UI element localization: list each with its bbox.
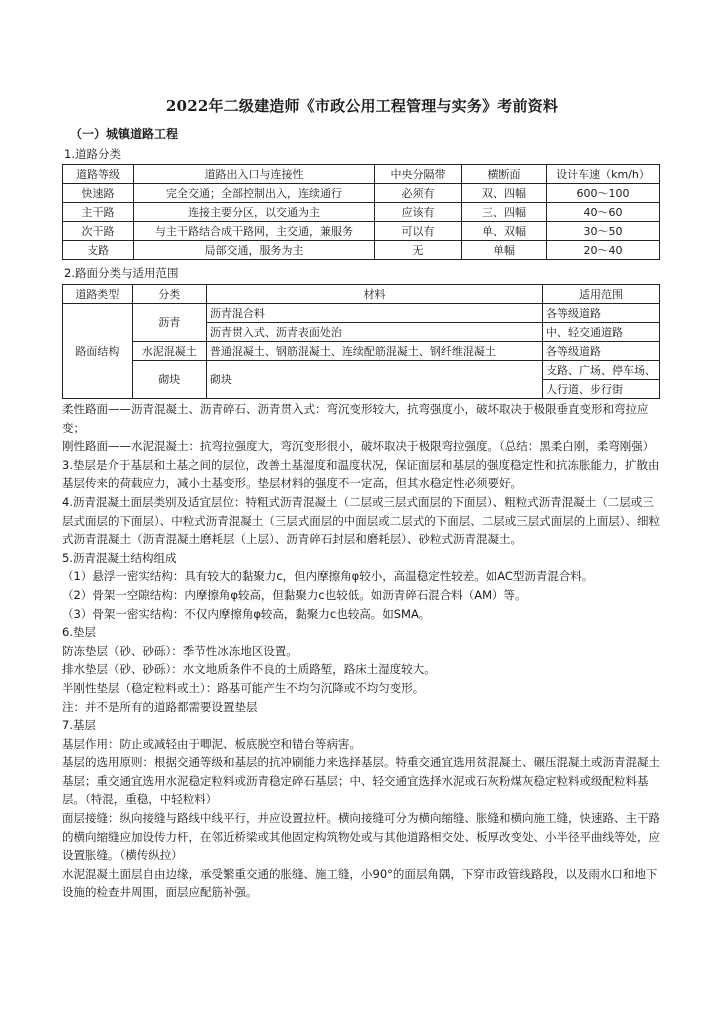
paragraph: 排水垫层（砂、砂砾）：水文地质条件不良的土质路堑，路床土湿度较大。 <box>62 662 436 677</box>
paragraph: 基层作用：防止或减轻由于唧泥、板底脱空和错台等病害。 <box>62 736 361 751</box>
document-title: 2022年二级建造师《市政公用工程管理与实务》考前资料 <box>165 97 559 115</box>
table-cell: 600～100 <box>547 184 660 203</box>
paragraph: 水泥混凝土面层自由边缘，承受繁重交通的胀缝、施工缝，小90°的面层角隅，下穿市政管线路段，以及雨水口和地下设施的检查井周围，面层应配筋补强。 <box>62 866 658 900</box>
paragraph: 面层接缝：纵向接缝与路线中线平行，并应设置拉杆。横向接缝可分为横向缩缝、胀缝和横向施工缝，快速路、主干路的横向缩缝应加设传力杆，在邻近桥梁或其他固定构筑物处或与其他道路相交处、板厚改变处、小半径平曲线等处，应设置胀缝。（横传纵拉） <box>62 811 660 863</box>
table-cell: 沥青 <box>132 304 206 342</box>
table-cell: 连接主要分区，以交通为主 <box>134 203 375 222</box>
table-row <box>63 222 660 241</box>
table-cell: 中、轻交通道路 <box>543 323 660 342</box>
table-cell: 必须有 <box>375 184 462 203</box>
table-cell: 次干路 <box>63 222 134 241</box>
table-cell: 水泥混凝土 <box>132 342 206 361</box>
table-row <box>63 304 660 323</box>
table-cell: 40～60 <box>547 203 660 222</box>
paragraph: 7.基层 <box>62 718 96 733</box>
table-cell: 完全交通；全部控制出入，连续通行 <box>134 184 375 203</box>
table-header-cell: 中央分隔带 <box>375 165 462 184</box>
table-row <box>63 184 660 203</box>
table-header-cell: 分类 <box>132 285 206 304</box>
section-heading: （一）城镇道路工程 <box>70 127 179 141</box>
table-cell: 普通混凝土、钢筋混凝土、连续配筋混凝土、钢纤维混凝土 <box>206 342 542 361</box>
table-cell: 双、四幅 <box>462 184 547 203</box>
table-cell: 砌块 <box>206 361 542 399</box>
pavement-classification-label: 2.路面分类与适用范围 <box>64 266 179 280</box>
table-cell: 单、双幅 <box>462 222 547 241</box>
table-header-cell: 设计车速（km/h） <box>547 165 660 184</box>
table-header-cell: 材料 <box>206 285 542 304</box>
table-header-cell: 道路等级 <box>63 165 134 184</box>
pavement-classification-table <box>62 284 660 399</box>
table-cell: 支路 <box>63 241 134 260</box>
body-text <box>62 400 662 902</box>
paragraph: 刚性路面——水泥混凝土：抗弯拉强度大，弯沉变形很小，破坏取决于极限弯拉强度。（总结：黑柔白刚，柔弯刚强） <box>62 439 655 454</box>
table-cell: 沥青混合料 <box>206 304 542 323</box>
road-classification-label: 1.道路分类 <box>64 147 121 161</box>
table-row <box>63 241 660 260</box>
paragraph: （2）骨架一空隙结构：内摩擦角φ较高，但黏聚力c也较低。如沥青碎石混合料（AM）等。 <box>62 587 527 602</box>
paragraph: 防冻垫层（砂、砂砾）：季节性冰冻地区设置。 <box>62 643 298 658</box>
paragraph: （3）骨架一密实结构：不仅内摩擦角φ较高，黏聚力c也较高。如SMA。 <box>62 606 431 621</box>
table-row <box>63 342 660 361</box>
table-cell: 与主干路结合成干路网，主交通，兼服务 <box>134 222 375 241</box>
table-cell: 支路、广场、停车场、 <box>543 361 660 380</box>
paragraph: 3.垫层是介于基层和土基之间的层位，改善土基湿度和温度状况，保证面层和基层的强度稳定性和抗冻胀能力，扩散由基层传来的荷载应力，减小土基变形。垫层材料的强度不一定高，但其水稳定性必须要好。 <box>62 457 660 491</box>
table-cell: 主干路 <box>63 203 134 222</box>
table-cell: 三、四幅 <box>462 203 547 222</box>
table-cell: 可以有 <box>375 222 462 241</box>
paragraph: 4.沥青混凝土面层类别及适宜层位：特粗式沥青混凝土（二层或三层式面层的下面层）、粗粒式沥青混凝土（二层或三层式面层的下面层）、中粒式沥青混凝土（三层式面层的中面层或二层式的下面层、二层或三层式面层的上面层）、细粒式沥青混凝土（沥青混凝土磨耗层（上层）、沥青碎石封层和磨耗层）、砂粒式沥青混凝土。 <box>62 494 660 547</box>
table-header-row <box>63 165 660 184</box>
table-cell: 快速路 <box>63 184 134 203</box>
table-cell: 路面结构 <box>63 304 133 399</box>
table-cell: 各等级道路 <box>543 304 660 323</box>
table-cell: 人行道、步行街 <box>543 380 660 399</box>
paragraph: 半刚性垫层（稳定粒料或土）：路基可能产生不均匀沉降或不均匀变形。 <box>62 680 425 695</box>
paragraph: 5.沥青混凝土结构组成 <box>62 550 177 565</box>
table-cell: 30～50 <box>547 222 660 241</box>
table-cell: 各等级道路 <box>543 342 660 361</box>
paragraph: 柔性路面——沥青混凝土、沥青碎石、沥青贯入式：弯沉变形较大，抗弯强度小，破坏取决于极限垂直变形和弯拉应变； <box>62 402 649 435</box>
table-row <box>63 203 660 222</box>
table-row <box>63 361 660 380</box>
paragraph: （1）悬浮一密实结构：具有较大的黏聚力c，但内摩擦角φ较小，高温稳定性较差。如AC型沥青混合料。 <box>62 569 594 584</box>
table-cell: 局部交通，服务为主 <box>134 241 375 260</box>
table-header-row <box>63 285 660 304</box>
table-cell: 砌块 <box>132 361 206 399</box>
table-header-cell: 道路出入口与连接性 <box>134 165 375 184</box>
paragraph: 6.垫层 <box>62 625 96 640</box>
table-cell: 无 <box>375 241 462 260</box>
table-header-cell: 适用范围 <box>543 285 660 304</box>
table-cell: 应该有 <box>375 203 462 222</box>
table-cell: 20～40 <box>547 241 660 260</box>
paragraph: 基层的选用原则：根据交通等级和基层的抗冲刷能力来选择基层。特重交通宜选用贫混凝土、碾压混凝土或沥青混凝土基层；重交通宜选用水泥稳定粒料或沥青稳定碎石基层；中、轻交通宜选择水泥或石灰粉煤灰稳定粒料或级配粒料基层。（特混，重稳，中轻粒料） <box>62 755 660 807</box>
table-header-cell: 道路类型 <box>63 285 133 304</box>
paragraph: 注：并不是所有的道路都需要设置垫层 <box>62 699 258 714</box>
table-header-cell: 横断面 <box>462 165 547 184</box>
table-cell: 单幅 <box>462 241 547 260</box>
table-cell: 沥青贯入式、沥青表面处治 <box>206 323 542 342</box>
road-classification-table <box>62 164 660 260</box>
